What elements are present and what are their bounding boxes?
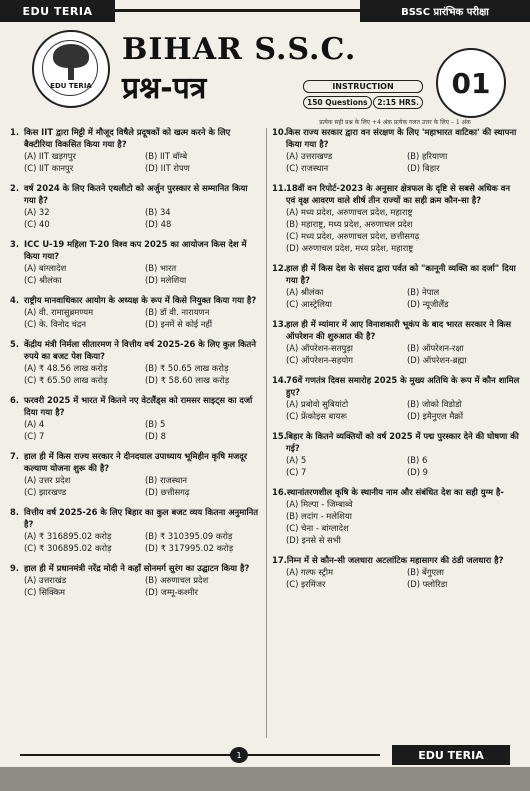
option: (A) 32 [24,207,50,217]
option: (B) अरुणाचल प्रदेश [145,575,209,585]
option: (C) सिक्किम [24,587,66,597]
question-item [10,338,260,386]
option: (A) गल्फ स्ट्रीम [286,567,334,577]
question-text [272,318,522,342]
option: (B) नेपाल [407,287,440,297]
option: (D) 48 [145,219,172,229]
option: (D) इनसे से सभी [286,535,341,545]
option: (B) हरियाणा [407,151,448,161]
logo-text: EDU TERIA [50,82,92,90]
option: (D) 8 [145,431,166,441]
option: (B) ऑपरेशन-रक्षा [407,343,464,353]
option: (C) IIT कानपुर [24,163,74,173]
tree-trunk-icon [68,66,74,80]
question-stem: किस राज्य सरकार द्वारा वन संरक्षण के लिए 'महाभारत वाटिका' की स्थापना किया गया है? [286,127,517,149]
option: (D) छत्तीसगढ़ [145,487,190,497]
option: (C) मध्य प्रदेश, अरुणाचल प्रदेश, छत्तीसगढ़ [286,231,420,241]
question-text [272,182,522,206]
option: (D) न्यूजीलैंड [407,299,449,309]
question-item [10,238,260,286]
option: (A) उत्तराखण्ड [286,151,333,161]
column-divider [266,128,267,738]
question-number: 1. [10,127,20,137]
question-number: 8. [10,507,20,517]
option-list [272,206,522,254]
option: (B) 5 [145,419,166,429]
option: (C) ऑपरेशन-सहयोग [286,355,354,365]
question-item [272,554,522,590]
footer [0,745,530,767]
question-number: 6. [10,395,20,405]
question-stem: हाल ही में किस देश के संसद द्वारा पर्वत को "कानूनी व्यक्ति का दर्जा" दिया गया है? [286,263,516,285]
option: (A) श्रीलंका [286,287,324,297]
question-number: 5. [10,339,20,349]
question-item [10,126,260,174]
option: (B) डॉ वी. नारायणन [145,307,210,317]
option: (D) अरुणाचल प्रदेश, मध्य प्रदेश, महाराष्ट्र [286,243,414,253]
question-stem: हाल ही में प्रधानमंत्री नरेंद्र मोदी ने कहाँ सोनमर्ग सुरंग का उद्घाटन किया है? [24,563,250,573]
time-limit: 2:15 HRS. [373,96,423,109]
top-bar [0,0,530,22]
option-list [10,206,260,230]
option: (D) 9 [407,467,428,477]
option: (B) राजस्थान [145,475,188,485]
question-text [272,126,522,150]
option: (D) बिहार [407,163,440,173]
question-number: 4. [10,295,20,305]
question-stem: हाल ही में म्यांमार में आए विनाशकारी भूकंप के बाद भारत सरकार ने किस ऑपरेशन की शुरुआत की है? [286,319,512,341]
set-number: 01 [451,66,491,100]
option: (A) ऑपरेशन-सतपुड़ा [286,343,353,353]
option: (B) 6 [407,455,428,465]
brand-label: EDU TERIA [0,0,115,22]
option: (B) लदांग - मलेशिया [286,511,352,521]
question-text [272,430,522,454]
question-stem: निम्न में से कौन-सी जलधारा अटलांटिक महासागर की ठंडी जलधारा है? [286,555,504,565]
option: (B) भारत [145,263,177,273]
question-text [272,374,522,398]
question-text [10,338,260,362]
option: (B) जोको विडोडो [407,399,462,409]
question-number: 13. [272,319,287,329]
question-text [10,394,260,418]
question-stem: ICC U-19 महिला T-20 विश्व कप 2025 का आयोजन किस देश में किया गया? [24,239,247,261]
option: (C) फ्रेंकोइस बायरू [286,411,347,421]
bottom-strip [0,767,530,791]
option-list [272,398,522,422]
set-badge [436,48,506,118]
question-number: 7. [10,451,20,461]
option-list [10,474,260,498]
question-text [10,126,260,150]
option: (B) ₹ 50.65 लाख करोड़ [145,363,229,373]
question-item [272,318,522,366]
option: (D) मलेशिया [145,275,187,285]
option: (C) 7 [286,467,307,477]
option: (C) चेना - बांग्लादेश [286,523,349,533]
question-text [272,262,522,286]
option: (D) इनमें से कोई नहीं [145,319,213,329]
option: (D) ₹ 58.60 लाख करोड़ [145,375,230,385]
page-number: 1 [230,747,248,763]
option: (C) ₹ 306895.02 करोड़ [24,543,112,553]
question-number: 14. [272,375,287,385]
question-item [10,506,260,554]
option-list [272,566,522,590]
question-text [10,450,260,474]
question-item [272,374,522,422]
option-list [10,362,260,386]
option: (D) ऑपरेशन-ब्रह्मा [407,355,467,365]
question-number: 10. [272,127,287,137]
option: (B) 34 [145,207,171,217]
option-list [272,454,522,478]
question-stem: फरवरी 2025 में भारत में कितने नए वेटलैंड्स को रामसर साइट्स का दर्जा दिया गया है? [24,395,253,417]
question-item [272,126,522,174]
option-list [10,574,260,598]
question-count: 150 Questions [303,96,372,109]
right-column [272,126,522,598]
option: (C) आस्ट्रेलिया [286,299,332,309]
question-number: 2. [10,183,20,193]
question-item [272,182,522,254]
instruction-box [303,80,423,114]
instruction-row [303,96,423,109]
option: (A) उत्तराखंड [24,575,67,585]
option: (A) उत्तर प्रदेश [24,475,71,485]
instruction-label: INSTRUCTION [303,80,423,93]
question-text [10,182,260,206]
question-item [10,562,260,598]
option: (C) श्रीलंका [24,275,62,285]
question-number: 17. [272,555,287,565]
option: (C) इरमिंजर [286,579,326,589]
option: (A) प्रबोवो सुबियांटो [286,399,349,409]
question-stem: 76वें गणतंत्र दिवस समारोह 2025 के मुख्य अतिथि के रूप में कौन शामिल हुए? [286,375,520,397]
option: (A) मिल्पा - जिम्बाब्वे [286,499,353,509]
option: (A) ₹ 48.56 लाख करोड़ [24,363,108,373]
question-item [10,294,260,330]
page-subtitle: प्रश्न-पत्र [122,71,207,106]
option: (A) 4 [24,419,45,429]
option: (C) 7 [24,431,45,441]
exam-label: BSSC प्रारंभिक परीक्षा [360,0,530,22]
question-item [272,262,522,310]
question-text [10,294,260,306]
option: (B) IIT बॉम्बे [145,151,188,161]
question-text [10,506,260,530]
option-list [272,286,522,310]
question-number: 11. [272,183,287,193]
option-list [272,498,522,546]
question-item [10,182,260,230]
option: (A) ₹ 316895.02 करोड़ [24,531,112,541]
option: (B) ₹ 310395.09 करोड़ [145,531,233,541]
question-stem: 18वीं वन रिपोर्ट-2023 के अनुसार क्षेत्रफल के दृष्टि से सबसे अधिक वन एवं वृक्ष आवरण वाले शीर्ष तीन राज्यों का सही क्रम कौन-सा है? [286,183,511,205]
marks-note: प्रत्येक सही प्रश्न के लिए +4 अंक प्रत्येक गलत उत्तर के लिए – 1 अंक [319,119,471,126]
question-stem: वित्तीय वर्ष 2025-26 के लिए बिहार का कुल बजट व्यय कितना अनुमानित है? [24,507,259,529]
page-title: BIHAR S.S.C. [122,32,357,67]
option: (C) 40 [24,219,50,229]
question-text [272,486,522,498]
option: (A) IIT खड़गपुर [24,151,76,161]
question-number: 15. [272,431,287,441]
option: (A) मध्य प्रदेश, अरुणाचल प्रदेश, महाराष्ट्र [286,207,413,217]
option: (C) झारखण्ड [24,487,67,497]
option: (D) ₹ 317995.02 करोड़ [145,543,234,553]
option: (C) राजस्थान [286,163,329,173]
question-stem: किस IIT द्वारा मिट्टी में मौजूद विषैले प्रदूषकों को खत्म करने के लिए बैक्टीरिया विकसित किया गया है? [24,127,231,149]
question-stem: हाल ही में किस राज्य सरकार ने दीनदयाल उपाध्याय भूमिहीन कृषि मजदूर कल्याण योजना शुरू की है? [24,451,248,473]
question-item [272,486,522,546]
question-stem: बिहार के कितने व्यक्तियों को वर्ष 2025 में पद्म पुरस्कार देने की घोषणा की गई? [286,431,519,453]
option: (D) IIT रोपण [145,163,190,173]
question-text [10,562,260,574]
question-number: 9. [10,563,20,573]
option: (C) ₹ 65.50 लाख करोड़ [24,375,108,385]
question-item [10,394,260,442]
option-list [10,150,260,174]
question-stem: केंद्रीय मंत्री निर्मला सीतारमण ने वित्तीय वर्ष 2025-26 के लिए कुल कितने रुपये का बजट पेश किया? [24,339,256,361]
option: (D) फ्लोरिडा [407,579,448,589]
option-list [10,306,260,330]
option: (D) जम्मू-कश्मीर [145,587,198,597]
option: (B) बेंगुएला [407,567,444,577]
tree-icon [53,44,89,68]
option-list [10,530,260,554]
question-number: 16. [272,487,287,497]
question-stem: वर्ष 2024 के लिए कितने एथलीटो को अर्जुन पुरस्कार से सम्मानित किया गया है? [24,183,248,205]
option-list [10,262,260,286]
option: (A) वी. रामासुब्रमण्यम [24,307,94,317]
question-stem: राष्ट्रीय मानवाधिकार आयोग के अध्यक्ष के रूप में किसे नियुक्त किया गया है? [24,295,257,305]
option-list [10,418,260,442]
option: (A) 5 [286,455,307,465]
option: (D) इमैनुएल मैक्रों [407,411,463,421]
option: (A) बांग्लादेश [24,263,67,273]
question-number: 3. [10,239,20,249]
left-column [10,126,260,606]
option: (C) के. विनोद चंद्रन [24,319,86,329]
footer-line [20,754,380,756]
divider [115,9,365,12]
question-item [10,450,260,498]
question-number: 12. [272,263,287,273]
option: (B) महाराष्ट्र, मध्य प्रदेश, अरुणाचल प्रदेश [286,219,413,229]
question-stem: स्थानांतरणशील कृषि के स्थानीय नाम और संबंधित देश का सही युग्म है- [286,487,504,497]
footer-brand: EDU TERIA [392,745,510,765]
question-text [10,238,260,262]
option-list [272,342,522,366]
question-text [272,554,522,566]
question-item [272,430,522,478]
logo [32,30,110,108]
option-list [272,150,522,174]
